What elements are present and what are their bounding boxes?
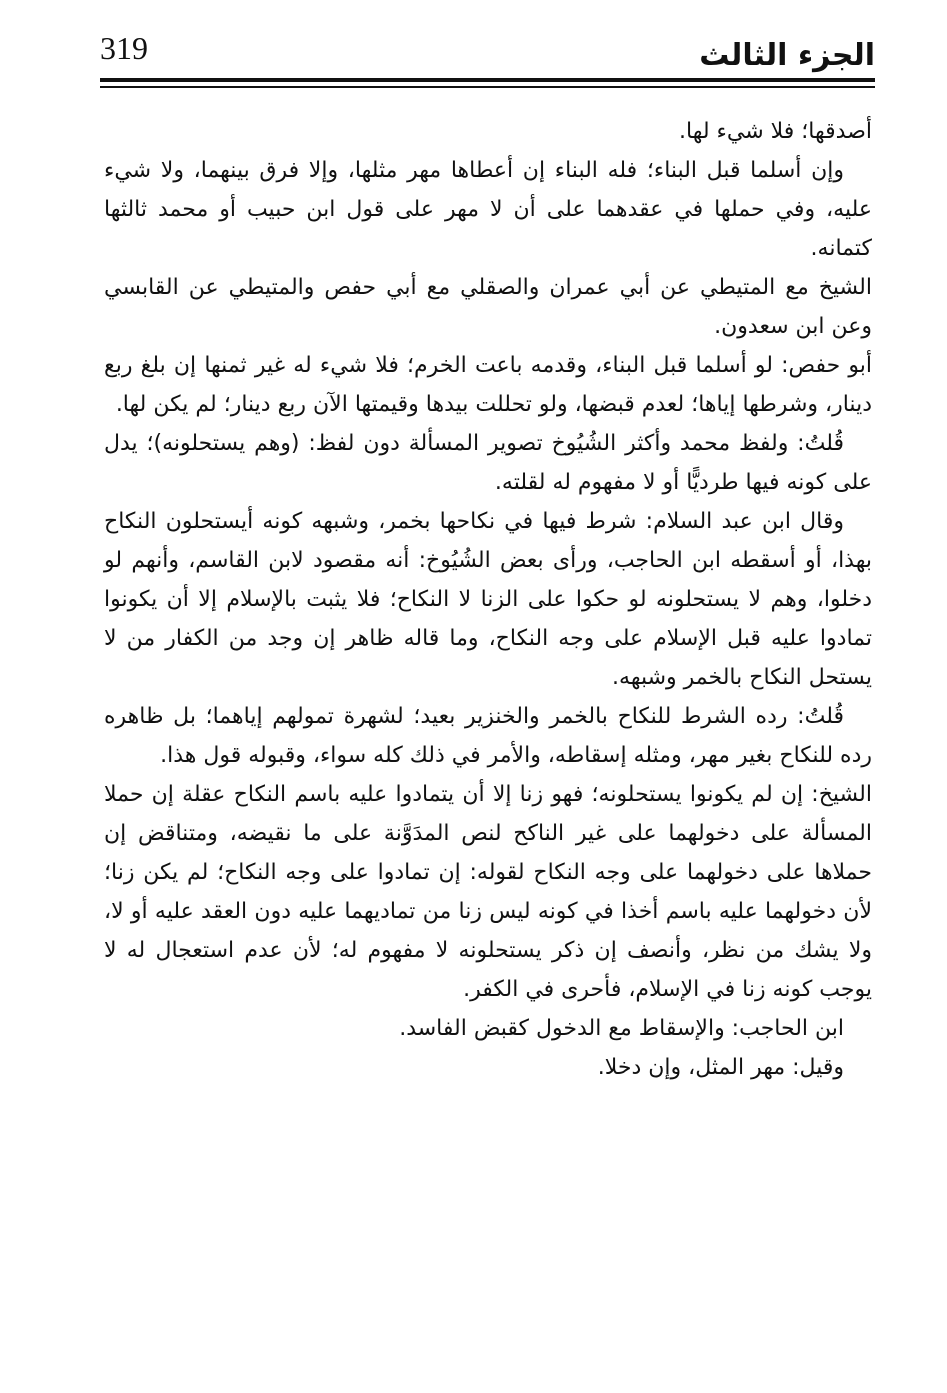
- page-number: 319: [100, 30, 148, 66]
- paragraph: وقال ابن عبد السلام: شرط فيها في نكاحها بخمر، وشبهه كونه أيستحلون النكاح بهذا، أو أسقطه ابن الحاجب، ورأى بعض الشُيُوخ: أنه مقصود لابن القاسم، وأنهم لو دخلوا، وهم لا يستحلونه لو حكوا على الزنا لا النكاح؛ فلا يثبت بالإسلام إلا أن يكونوا تمادوا عليه قبل الإسلام على وجه النكاح، وما قاله ظاهر إن وجد من الكفار من لا يستحل النكاح بالخمر وشبهه.: [104, 509, 872, 690]
- paragraph: وقيل: مهر المثل، وإن دخلا.: [597, 1055, 844, 1080]
- paragraph: الشيخ: إن لم يكونوا يستحلونه؛ فهو زنا إلا أن يتمادوا عليه باسم النكاح عقلة إن حملا المسألة على دخولهما على غير الناكح لنص المدَوَّنة على ما نقيضه، ومتناقض إن حملاها على دخولهما على وجه النكاح لقوله: إن تمادوا على وجه النكاح؛ لم يكن زنا؛ لأن دخولهما عليه باسم أخذا في كونه ليس زنا من تماديهما عليه دون العقد عليه أو لا، ولا يشك من نظر، وأنصف إن ذكر يستحلونه لا مفهوم له؛ لأن عدم استعجال له لا يوجب كونه زنا في الإسلام، فأحرى في الكفر.: [104, 782, 872, 1002]
- paragraph: ابن الحاجب: والإسقاط مع الدخول كقبض الفاسد.: [399, 1016, 844, 1041]
- paragraph: أصدقها؛ فلا شيء لها.: [679, 119, 872, 144]
- paragraph: أبو حفص: لو أسلما قبل البناء، وقدمه باعت الخرم؛ فلا شيء له غير ثمنها إن بلغ ربع دينار، وشرطها إياها؛ لعدم قبضها، ولو تحللت بيدها وقيمتها الآن ربع دينار؛ لم يكن لها.: [104, 353, 872, 417]
- paragraph: الشيخ مع المتيطي عن أبي عمران والصقلي مع أبي حفص والمتيطي عن القابسي وعن ابن سعدون.: [104, 275, 872, 339]
- header-rule-thin: [100, 86, 875, 88]
- paragraph: قُلتُ: ولفظ محمد وأكثر الشُيُوخ تصوير المسألة دون لفظ: (وهم يستحلونه)؛ يدل على كونه فيها طرديًّا أو لا مفهوم له لقلته.: [104, 431, 872, 495]
- header-rule-thick: [100, 78, 875, 82]
- body-text: [104, 112, 872, 1087]
- page-header: [100, 20, 875, 100]
- running-title: الجزء الثالث: [699, 38, 875, 73]
- paragraph: وإن أسلما قبل البناء؛ فله البناء إن أعطاها مهر مثلها، وإلا فرق بينهما، ولا شيء عليه، وفي حملها في عقدهما على أن لا مهر على قول ابن حبيب أو محمد ثالثها كتمانه.: [104, 158, 872, 261]
- paragraph: قُلتُ: رده الشرط للنكاح بالخمر والخنزير بعيد؛ لشهرة تمولهم إياهما؛ بل ظاهره رده للنكاح بغير مهر، ومثله إسقاطه، والأمر في ذلك كله سواء، وقبوله قول هذا.: [104, 704, 872, 768]
